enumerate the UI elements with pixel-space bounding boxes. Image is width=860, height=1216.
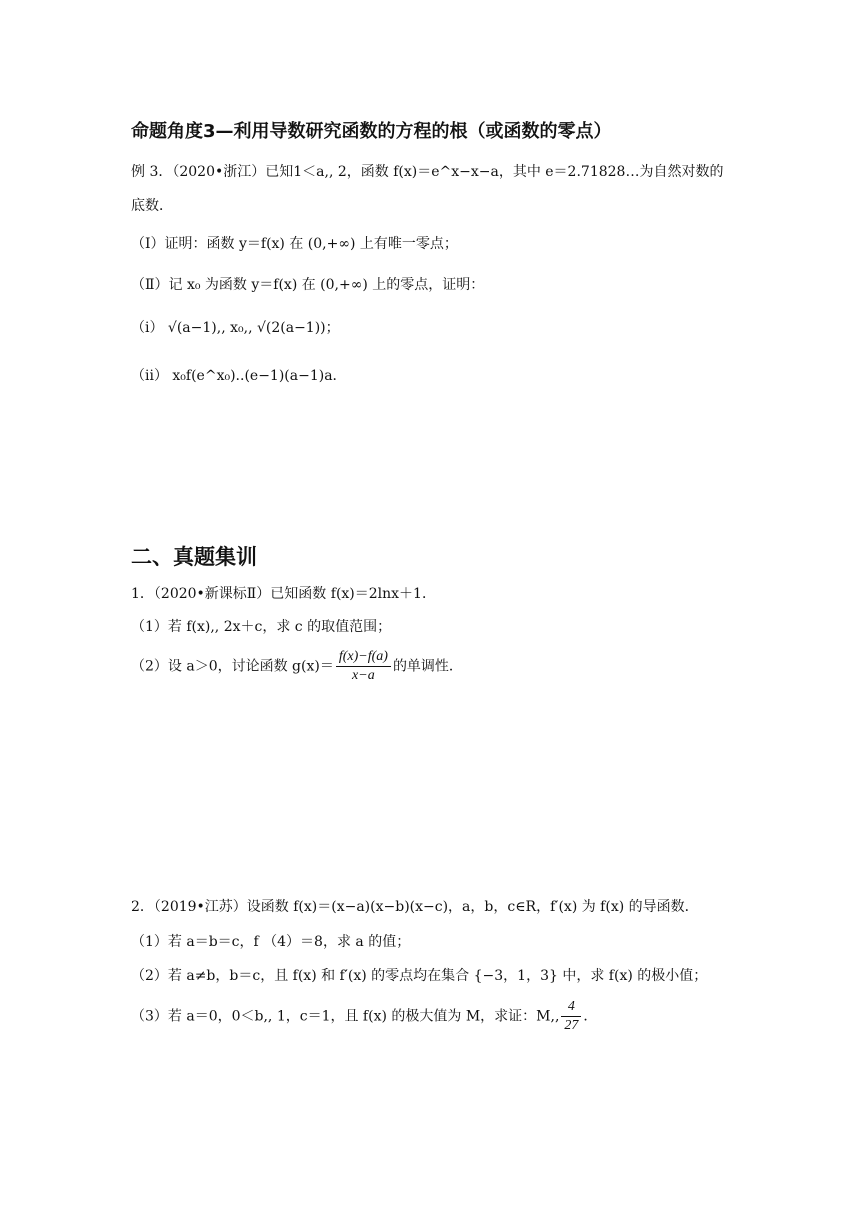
problem2-fraction — [561, 998, 581, 1035]
topic-heading: 命题角度3—利用导数研究函数的方程的根（或函数的零点） — [131, 121, 612, 142]
example3-part2: （Ⅱ）记 x₀ 为函数 y＝f(x) 在 (0,+∞) 上的零点，证明： — [131, 277, 485, 293]
problem1-stem: 1．（2020•新课标Ⅱ）已知函数 f(x)＝2lnx＋1． — [131, 586, 436, 602]
problem1-part2-prefix: （2）设 a＞0，讨论函数 g(x)＝ — [131, 658, 334, 675]
problem2-stem: 2．（2019•江苏）设函数 f(x)＝(x−a)(x−b)(x−c)，a，b，c∈R，f′(x) 为 f(x) 的导函数． — [131, 899, 699, 915]
fraction-denominator: 27 — [564, 1018, 579, 1033]
fraction-numerator: 4 — [561, 998, 581, 1017]
problem2-part3-prefix: （3）若 a＝0，0＜b,, 1，c＝1，且 f(x) 的极大值为 M，求证：M,, — [131, 1008, 560, 1025]
problem2-part2: （2）若 a≠b，b＝c，且 f(x) 和 f′(x) 的零点均在集合 {−3，1，3} 中，求 f(x) 的极小值； — [131, 968, 708, 984]
example3-stem-line1: 例 3．（2020•浙江）已知1＜a,, 2，函数 f(x)＝e^x−x−a，其中 e＝2.71828…为自然对数的 — [131, 164, 724, 180]
problem2-part3 — [131, 998, 597, 1035]
problem1-part2 — [131, 648, 463, 685]
example3-stem-line2: 底数． — [131, 198, 173, 214]
example3-part1: （Ⅰ）证明：函数 y＝f(x) 在 (0,+∞) 上有唯一零点； — [131, 236, 458, 252]
example3-part2-ii: （ⅱ） x₀f(e^x₀)..(e−1)(a−1)a． — [131, 368, 347, 384]
problem2-part3-suffix: ． — [583, 1008, 598, 1025]
fraction-denominator: x−a — [352, 668, 375, 683]
problem1-part2-suffix: 的单调性． — [392, 658, 463, 675]
section-title: 二、真题集训 — [131, 545, 257, 569]
problem1-part1: （1）若 f(x),, 2x＋c，求 c 的取值范围； — [131, 619, 392, 635]
problem1-fraction — [336, 648, 391, 685]
example3-part2-i: （ⅰ） √(a−1),, x₀,, √(2(a−1))； — [131, 320, 340, 336]
fraction-numerator: f(x)−f(a) — [336, 648, 391, 667]
problem2-part1: （1）若 a＝b＝c，f （4）＝8，求 a 的值； — [131, 934, 411, 950]
